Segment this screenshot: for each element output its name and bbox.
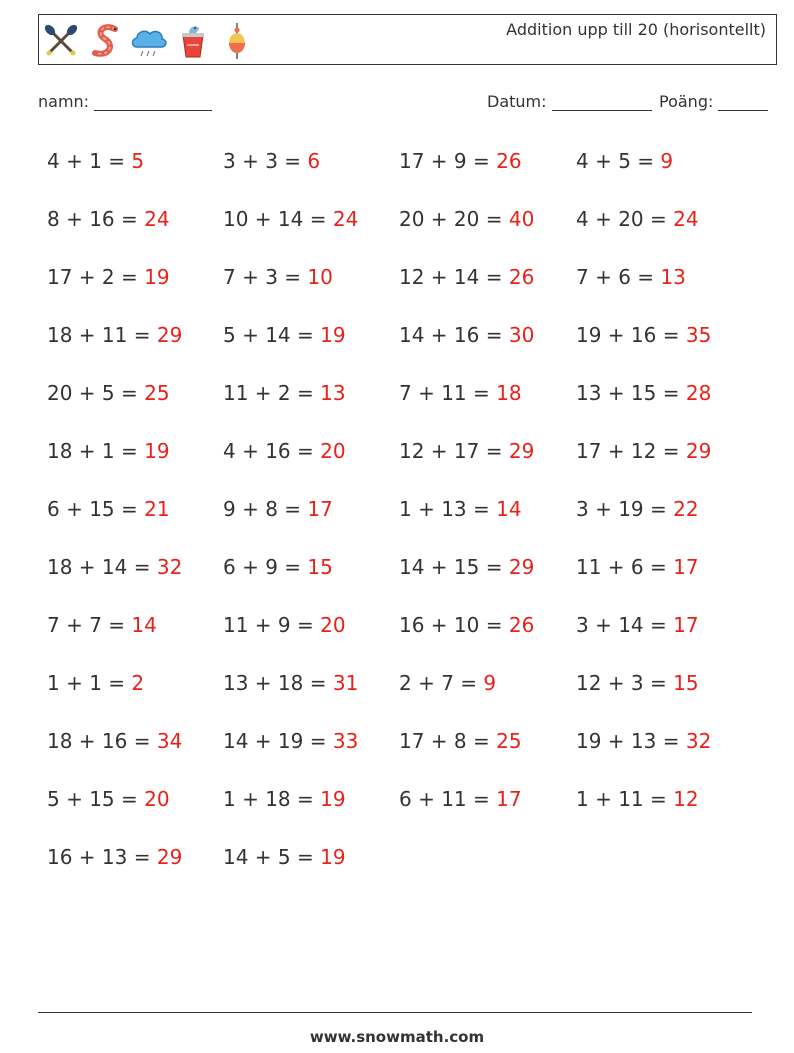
problem-item: [223, 377, 399, 435]
info-row: [38, 92, 770, 116]
problem-question: 17 + 2 =: [47, 265, 145, 289]
problem-item: [576, 783, 752, 841]
problem-question: 4 + 16 =: [223, 439, 321, 463]
problem-question: 16 + 13 =: [47, 845, 157, 869]
problem-answer: 18: [496, 381, 522, 405]
name-field[interactable]: [38, 92, 212, 111]
problem-question: 6 + 15 =: [47, 497, 145, 521]
icon-strip: [41, 19, 257, 63]
problem-question: 19 + 13 =: [576, 729, 686, 753]
problem-answer: 29: [156, 323, 183, 347]
problem-answer: 5: [131, 149, 145, 173]
problem-item: [576, 203, 752, 261]
date-field[interactable]: [487, 92, 652, 111]
problem-item: [399, 261, 576, 319]
problem-answer: 33: [332, 729, 359, 753]
problem-answer: 29: [156, 845, 183, 869]
problem-item: [399, 435, 576, 493]
problem-question: 2 + 7 =: [399, 671, 484, 695]
problem-question: 5 + 15 =: [47, 787, 145, 811]
problem-question: 12 + 14 =: [399, 265, 509, 289]
score-line[interactable]: [718, 94, 768, 111]
problem-item: [576, 319, 752, 377]
problem-item: [47, 493, 223, 551]
problem-answer: 32: [156, 555, 183, 579]
problem-question: 17 + 9 =: [399, 149, 497, 173]
problem-item: [47, 551, 223, 609]
problem-answer: 2: [131, 671, 145, 695]
problem-item: [223, 493, 399, 551]
problem-item: [399, 377, 576, 435]
footer-url[interactable]: www.snowmath.com: [309, 1028, 485, 1046]
problem-item: [399, 551, 576, 609]
problem-item: [399, 493, 576, 551]
problem-answer: 17: [307, 497, 333, 521]
problem-answer: 25: [496, 729, 522, 753]
problem-question: 12 + 3 =: [576, 671, 674, 695]
problem-item: [223, 609, 399, 667]
problem-question: 3 + 14 =: [576, 613, 674, 637]
problem-item: [576, 145, 752, 203]
problem-item: [223, 841, 399, 899]
problem-question: 13 + 18 =: [223, 671, 333, 695]
problem-answer: 22: [673, 497, 699, 521]
problem-answer: 34: [156, 729, 183, 753]
problem-question: 13 + 15 =: [576, 381, 686, 405]
problem-item: [223, 667, 399, 725]
problem-item: [47, 319, 223, 377]
problem-answer: 24: [144, 207, 170, 231]
problem-question: 3 + 19 =: [576, 497, 674, 521]
paddles-icon: [41, 21, 81, 61]
problem-item: [399, 319, 576, 377]
problem-item: [223, 261, 399, 319]
problem-item: [399, 667, 576, 725]
problem-answer: 12: [673, 787, 699, 811]
problem-answer: 14: [496, 497, 522, 521]
problem-question: 7 + 6 =: [576, 265, 661, 289]
problem-item: [47, 725, 223, 783]
problem-item: [47, 203, 223, 261]
problem-question: 4 + 20 =: [576, 207, 674, 231]
fish-bucket-icon: [173, 21, 213, 61]
problem-answer: 28: [685, 381, 712, 405]
problem-question: 5 + 14 =: [223, 323, 321, 347]
problem-answer: 20: [320, 439, 346, 463]
problem-answer: 29: [508, 555, 535, 579]
problem-answer: 19: [320, 787, 346, 811]
problem-answer: 20: [144, 787, 170, 811]
problem-question: 1 + 18 =: [223, 787, 321, 811]
problem-question: 6 + 11 =: [399, 787, 497, 811]
problem-question: 9 + 8 =: [223, 497, 308, 521]
problem-question: 11 + 6 =: [576, 555, 674, 579]
problem-answer: 31: [332, 671, 359, 695]
problem-item: [223, 551, 399, 609]
problem-answer: 19: [320, 323, 346, 347]
problem-answer: 14: [131, 613, 157, 637]
name-label: namn:: [38, 92, 90, 111]
problem-item: [576, 551, 752, 609]
problem-answer: 25: [144, 381, 170, 405]
problem-item: [576, 261, 752, 319]
problem-item: [399, 609, 576, 667]
problem-answer: 19: [144, 265, 170, 289]
problem-item: [47, 145, 223, 203]
problem-answer: 32: [685, 729, 712, 753]
problem-item: [223, 145, 399, 203]
problem-question: 8 + 16 =: [47, 207, 145, 231]
problem-item: [47, 783, 223, 841]
problem-item: [47, 609, 223, 667]
header-box: [38, 14, 777, 65]
problem-item: [399, 203, 576, 261]
problem-answer: 29: [685, 439, 712, 463]
problem-item: [47, 377, 223, 435]
problem-item: [399, 725, 576, 783]
problem-question: 10 + 14 =: [223, 207, 333, 231]
problem-item: [576, 493, 752, 551]
problem-question: 17 + 8 =: [399, 729, 497, 753]
worm-icon: [85, 21, 125, 61]
problem-answer: 15: [307, 555, 333, 579]
worksheet-title: Addition upp till 20 (horisontellt): [506, 20, 766, 39]
problem-item: [576, 609, 752, 667]
problem-question: 17 + 12 =: [576, 439, 686, 463]
problem-answer: 21: [144, 497, 170, 521]
problem-answer: 17: [673, 555, 699, 579]
fishing-float-icon: [217, 21, 257, 61]
problem-answer: 17: [496, 787, 522, 811]
problem-item: [576, 435, 752, 493]
problem-question: 4 + 5 =: [576, 149, 661, 173]
problem-answer: 17: [673, 613, 699, 637]
problem-answer: 15: [673, 671, 699, 695]
problem-item: [223, 203, 399, 261]
problem-item: [576, 377, 752, 435]
score-label: Poäng:: [659, 92, 714, 111]
problem-item: [576, 725, 752, 783]
problem-answer: 19: [320, 845, 346, 869]
score-field[interactable]: [659, 92, 768, 111]
problem-question: 14 + 19 =: [223, 729, 333, 753]
problem-question: 1 + 11 =: [576, 787, 674, 811]
problem-question: 19 + 16 =: [576, 323, 686, 347]
problem-question: 4 + 1 =: [47, 149, 132, 173]
problem-item: [223, 725, 399, 783]
problem-item: [47, 841, 223, 899]
problem-answer: 24: [673, 207, 699, 231]
problem-question: 14 + 16 =: [399, 323, 509, 347]
problem-question: 11 + 2 =: [223, 381, 321, 405]
problem-item: [223, 319, 399, 377]
problem-item: [399, 783, 576, 841]
problem-item: [576, 667, 752, 725]
rain-cloud-icon: [129, 21, 169, 61]
name-line[interactable]: [94, 94, 212, 111]
problem-question: 7 + 7 =: [47, 613, 132, 637]
problem-answer: 24: [332, 207, 359, 231]
problem-question: 1 + 1 =: [47, 671, 132, 695]
problem-item: [223, 783, 399, 841]
problem-answer: 20: [320, 613, 346, 637]
problem-answer: 26: [508, 265, 535, 289]
problem-item: [399, 145, 576, 203]
problem-answer: 9: [483, 671, 497, 695]
problem-answer: 29: [508, 439, 535, 463]
problem-answer: 9: [660, 149, 674, 173]
problem-question: 11 + 9 =: [223, 613, 321, 637]
problem-question: 7 + 11 =: [399, 381, 497, 405]
problem-answer: 30: [508, 323, 535, 347]
problem-answer: 35: [685, 323, 712, 347]
problem-answer: 26: [496, 149, 522, 173]
problem-answer: 10: [307, 265, 333, 289]
problem-question: 14 + 15 =: [399, 555, 509, 579]
problem-item: [223, 435, 399, 493]
problem-question: 14 + 5 =: [223, 845, 321, 869]
problem-answer: 6: [307, 149, 321, 173]
problem-answer: 26: [508, 613, 535, 637]
problem-answer: 13: [320, 381, 346, 405]
footer-divider: [38, 1012, 752, 1013]
problem-question: 7 + 3 =: [223, 265, 308, 289]
date-label: Datum:: [487, 92, 547, 111]
problem-question: 12 + 17 =: [399, 439, 509, 463]
problem-item: [47, 261, 223, 319]
problem-question: 18 + 1 =: [47, 439, 145, 463]
problem-grid: [47, 145, 752, 899]
problem-question: 16 + 10 =: [399, 613, 509, 637]
problem-answer: 40: [508, 207, 535, 231]
problem-answer: 13: [660, 265, 686, 289]
problem-question: 18 + 11 =: [47, 323, 157, 347]
problem-question: 18 + 16 =: [47, 729, 157, 753]
problem-question: 20 + 5 =: [47, 381, 145, 405]
problem-answer: 19: [144, 439, 170, 463]
problem-item: [47, 435, 223, 493]
problem-question: 1 + 13 =: [399, 497, 497, 521]
problem-question: 20 + 20 =: [399, 207, 509, 231]
problem-item: [47, 667, 223, 725]
problem-question: 18 + 14 =: [47, 555, 157, 579]
problem-question: 6 + 9 =: [223, 555, 308, 579]
date-line[interactable]: [552, 94, 652, 111]
problem-question: 3 + 3 =: [223, 149, 308, 173]
